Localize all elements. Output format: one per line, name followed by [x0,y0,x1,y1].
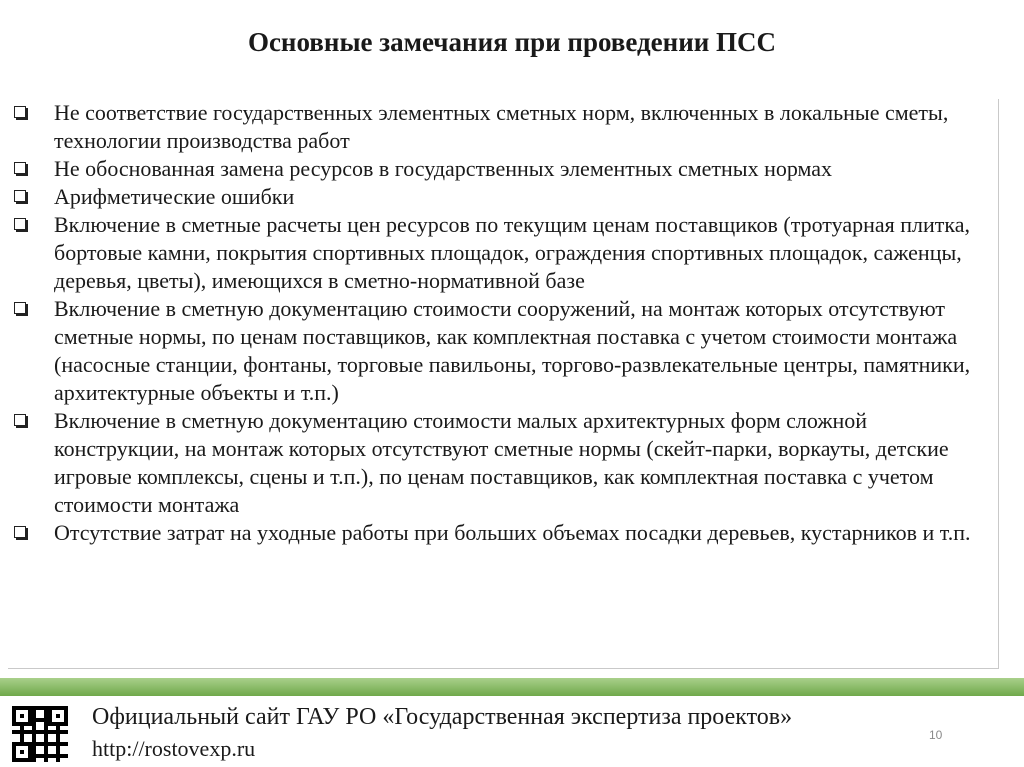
list-item [8,407,974,519]
list-item-text: Не соответствие государственных элементных сметных норм, включенных в локальные сметы, технологии производства работ [54,100,949,153]
list-item [8,155,974,183]
list-item-text: Арифметические ошибки [54,184,295,209]
list-item-text: Отсутствие затрат на уходные работы при больших объемах посадки деревьев, кустарников и т.п. [54,520,971,545]
list-item [8,519,974,547]
list-item-text: Включение в сметные расчеты цен ресурсов по текущим ценам поставщиков (тротуарная плитка, бортовые камни, покрытия спортивных площадок, ограждения спортивных площадок, саженцы, деревья, цветы), имеющихся в сметно-нормативной базе [54,212,971,293]
checkbox-bullet-icon [14,414,26,426]
remarks-list [8,99,998,547]
list-item [8,99,974,155]
list-item-text: Не обоснованная замена ресурсов в государственных элементных сметных нормах [54,156,833,181]
slide-title: Основные замечания при проведении ПСС [247,27,777,57]
footer-url-link[interactable]: http://rostovexp.ru [92,736,256,761]
qr-code-icon [12,706,68,762]
list-item-text: Включение в сметную документацию стоимости малых архитектурных форм сложной конструкции, на монтаж которых отсутствуют сметные нормы (скейт-парки, воркауты, детские игровые комплексы, сцены и т.п.), по ценам поставщиков, как комплектная поставка с учетом стоимости монтажа [54,408,949,517]
checkbox-bullet-icon [14,162,26,174]
checkbox-bullet-icon [14,218,26,230]
list-item [8,183,974,211]
footer-accent-bar [0,678,1024,696]
footer-site-label: Официальный сайт ГАУ РО «Государственная экспертиза проектов» [92,704,793,730]
page-number: 10 [929,728,943,742]
content-panel [8,99,999,669]
checkbox-bullet-icon [14,106,26,118]
list-item [8,211,974,295]
list-item-text: Включение в сметную документацию стоимости сооружений, на монтаж которых отсутствуют сметные нормы, по ценам поставщиков, как комплектная поставка с учетом стоимости монтажа (насосные станции, фонтаны, торговые павильоны, торгово-развлекательные центры, памятники, архитектурные объекты и т.п.) [54,296,971,405]
checkbox-bullet-icon [14,526,26,538]
checkbox-bullet-icon [14,190,26,202]
list-item [8,295,974,407]
checkbox-bullet-icon [14,302,26,314]
